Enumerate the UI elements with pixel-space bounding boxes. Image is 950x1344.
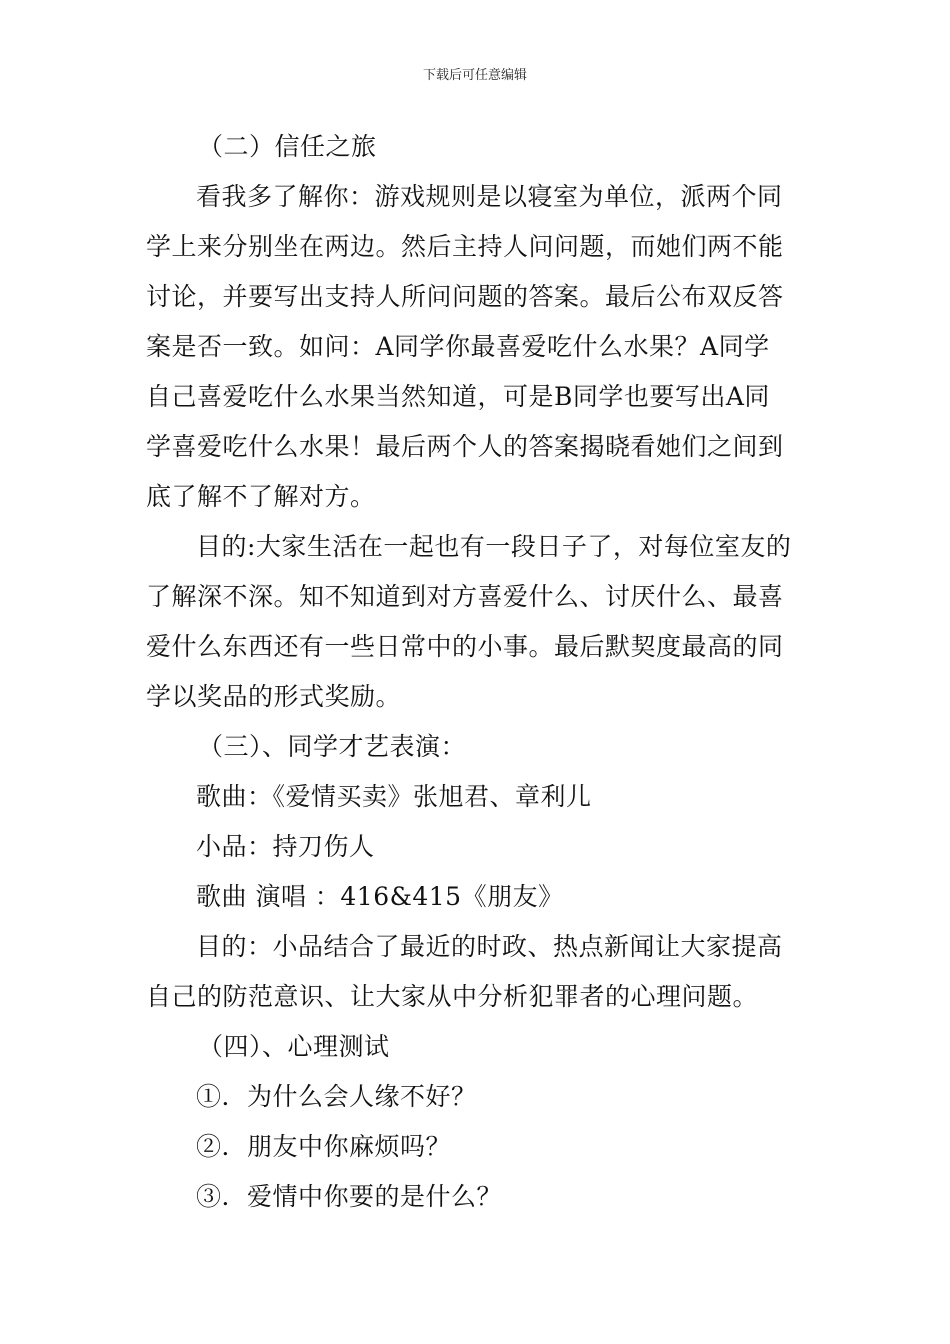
test-question: ②．朋友中你麻烦吗？: [196, 1132, 452, 1161]
paragraph-line: 底了解不了解对方。: [146, 482, 376, 511]
paragraph-line: 了解深不深。知不知道到对方喜爱什么、讨厌什么、最喜: [146, 582, 784, 611]
section-heading: （四）、心理测试: [198, 1032, 390, 1061]
program-item: 小品：持刀伤人: [196, 832, 375, 861]
paragraph-line: 学喜爱吃什么水果！最后两个人的答案揭晓看她们之间到: [146, 432, 784, 461]
paragraph-line: 自己喜爱吃什么水果当然知道，可是B同学也要写出A同: [146, 382, 770, 411]
paragraph-line: 讨论，并要写出支持人所问问题的答案。最后公布双反答: [146, 282, 784, 311]
test-question: ③．爱情中你要的是什么？: [196, 1182, 503, 1211]
document-body: [146, 122, 810, 1222]
paragraph-line: 看我多了解你：游戏规则是以寝室为单位，派两个同: [196, 182, 783, 211]
section-heading: （三）、同学才艺表演：: [198, 732, 467, 761]
paragraph-line: 目的：小品结合了最近的时政、热点新闻让大家提高: [196, 932, 783, 961]
paragraph-line: 爱什么东西还有一些日常中的小事。最后默契度最高的同: [146, 632, 784, 661]
paragraph-line: 学以奖品的形式奖励。: [146, 682, 402, 711]
test-question: ①．为什么会人缘不好？: [196, 1082, 477, 1111]
program-item: 歌曲 演唱 ：416&415《朋友》: [196, 882, 564, 911]
paragraph-line: 目的:大家生活在一起也有一段日子了，对每位室友的: [196, 532, 792, 561]
paragraph-line: 案是否一致。如问：A同学你最喜爱吃什么水果？A同学: [146, 332, 770, 361]
section-heading: （二）信任之旅: [198, 132, 377, 161]
paragraph-line: 自己的防范意识、让大家从中分析犯罪者的心理问题。: [146, 982, 759, 1011]
page-header: 下载后可任意编辑: [422, 68, 527, 83]
paragraph-line: 学上来分别坐在两边。然后主持人问问题，而她们两不能: [146, 232, 784, 261]
program-item: 歌曲：《爱情买卖》张旭君、章利儿: [196, 782, 592, 811]
